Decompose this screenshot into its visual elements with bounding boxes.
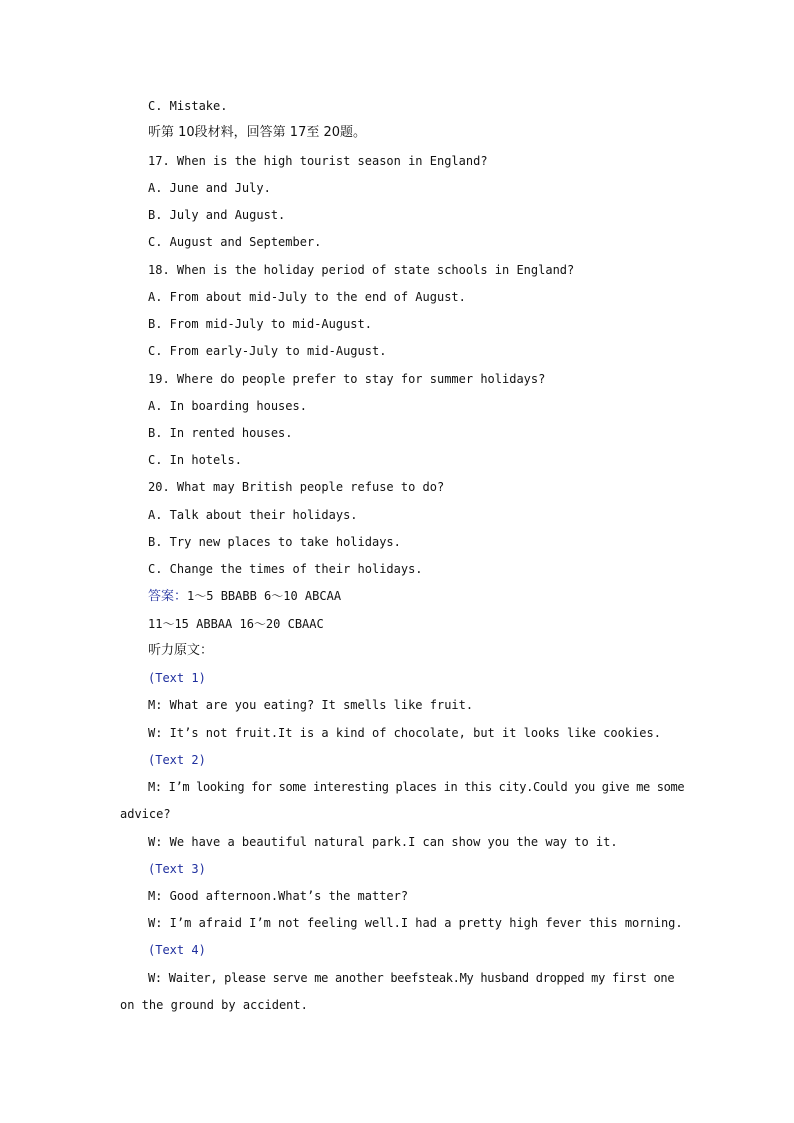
option-c-mistake: C. Mistake. — [148, 99, 228, 113]
answer-label: 答案： — [148, 589, 188, 604]
text-1-line-w: W: It’s not fruit.It is a kind of chocolate, but it looks like cookies. — [148, 726, 661, 740]
text-1-line-m: M: What are you eating? It smells like fruit. — [148, 698, 474, 712]
answer-values-1: 1～5 BBABB 6～10 ABCAA — [187, 589, 342, 603]
text-2-line-w: W: We have a beautiful natural park.I can show you the way to it. — [148, 835, 618, 849]
text-3-line-w: W: I’m afraid I’m not feeling well.I had a pretty high fever this morning. — [148, 916, 683, 930]
q20-option-c: C. Change the times of their holidays. — [148, 562, 423, 576]
q20-option-b: B. Try new places to take holidays. — [148, 535, 401, 549]
q18-option-a: A. From about mid-July to the end of August. — [148, 290, 466, 304]
question-18: 18. When is the holiday period of state schools in England? — [148, 263, 575, 277]
section-instruction: 听第 10段材料，回答第 17至 20题。 — [148, 125, 367, 140]
q18-option-c: C. From early-July to mid-August. — [148, 344, 387, 358]
text-3-label: (Text 3) — [148, 862, 206, 876]
text-2-line-m-cont: advice? — [120, 807, 171, 821]
q18-option-b: B. From mid-July to mid-August. — [148, 317, 372, 331]
answer-key-line-2: 11～15 ABBAA 16～20 CBAAC — [148, 617, 324, 631]
text-2-line-m: M: I’m looking for some interesting places in this city.Could you give me some — [148, 780, 685, 794]
text-4-line-w: W: Waiter, please serve me another beefsteak.My husband dropped my first one — [148, 971, 675, 985]
q17-option-b: B. July and August. — [148, 208, 286, 222]
text-4-label: (Text 4) — [148, 943, 206, 957]
transcript-heading: 听力原文： — [148, 643, 214, 658]
q19-option-a: A. In boarding houses. — [148, 399, 307, 413]
answer-key-line-1 — [148, 588, 341, 605]
question-20: 20. What may British people refuse to do? — [148, 480, 445, 494]
question-17: 17. When is the high tourist season in England? — [148, 154, 488, 168]
text-3-line-m: M: Good afternoon.What’s the matter? — [148, 889, 409, 903]
q20-option-a: A. Talk about their holidays. — [148, 508, 358, 522]
text-2-label: (Text 2) — [148, 753, 206, 767]
text-1-label: (Text 1) — [148, 671, 206, 685]
q19-option-c: C. In hotels. — [148, 453, 242, 467]
q17-option-c: C. August and September. — [148, 235, 322, 249]
question-19: 19. Where do people prefer to stay for summer holidays? — [148, 372, 546, 386]
text-4-line-w-cont: on the ground by accident. — [120, 998, 308, 1012]
q17-option-a: A. June and July. — [148, 181, 271, 195]
q19-option-b: B. In rented houses. — [148, 426, 293, 440]
